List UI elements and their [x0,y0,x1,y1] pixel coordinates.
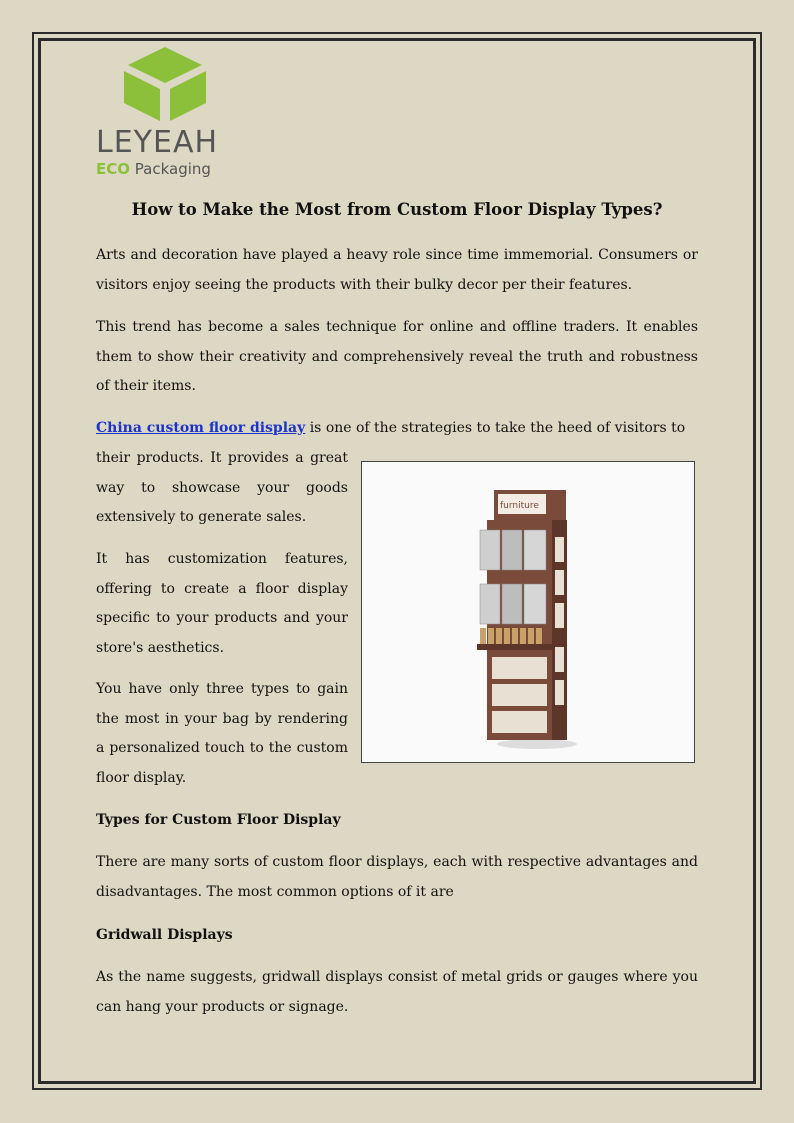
heading-gridwall: Gridwall Displays [96,927,233,943]
logo-tagline-eco: ECO [96,160,131,178]
paragraph-customization: It has customization features, offering to create a floor display specific to your products and your store's aesthetics. [96,551,348,656]
heading-types: Types for Custom Floor Display [96,812,341,828]
paragraph-china-display-line1 [96,414,698,444]
paragraph-china-display-line1-text: is one of the strategies to take the heed of visitors to [305,420,686,436]
paragraph-china-display: their products. It provides a great way to showcase your goods extensively to generate sales. [96,450,348,525]
logo-tagline [96,160,211,178]
logo-tagline-packaging: Packaging [130,160,211,178]
floor-display-illustration [362,462,694,762]
paragraph-trend: This trend has become a sales technique for online and offline traders. It enables them to show their creativity and comprehensively reveal the truth and robustness of their items. [96,319,698,394]
china-custom-floor-display-link[interactable]: China custom floor display [96,420,306,436]
leyeah-logo-cube-icon [94,45,236,125]
paragraph-intro: Arts and decoration have played a heavy role since time immemorial. Consumers or visitors enjoy seeing the products with their bulky decor per their features. [96,247,698,293]
paragraph-gridwall: As the name suggests, gridwall displays consist of metal grids or gauges where you can hang your products or signage. [96,969,698,1015]
floor-display-photo [361,461,695,763]
photo-header-text: furniture [500,501,539,511]
paragraph-three-types: You have only three types to gain the most in your bag by rendering a personalized touch to the custom floor display. [96,681,348,786]
logo-wordmark: LEYEAH [96,125,219,160]
paragraph-sorts: There are many sorts of custom floor displays, each with respective advantages and disadvantages. The most common options of it are [96,854,698,900]
page-title: How to Make the Most from Custom Floor Display Types? [131,200,663,219]
